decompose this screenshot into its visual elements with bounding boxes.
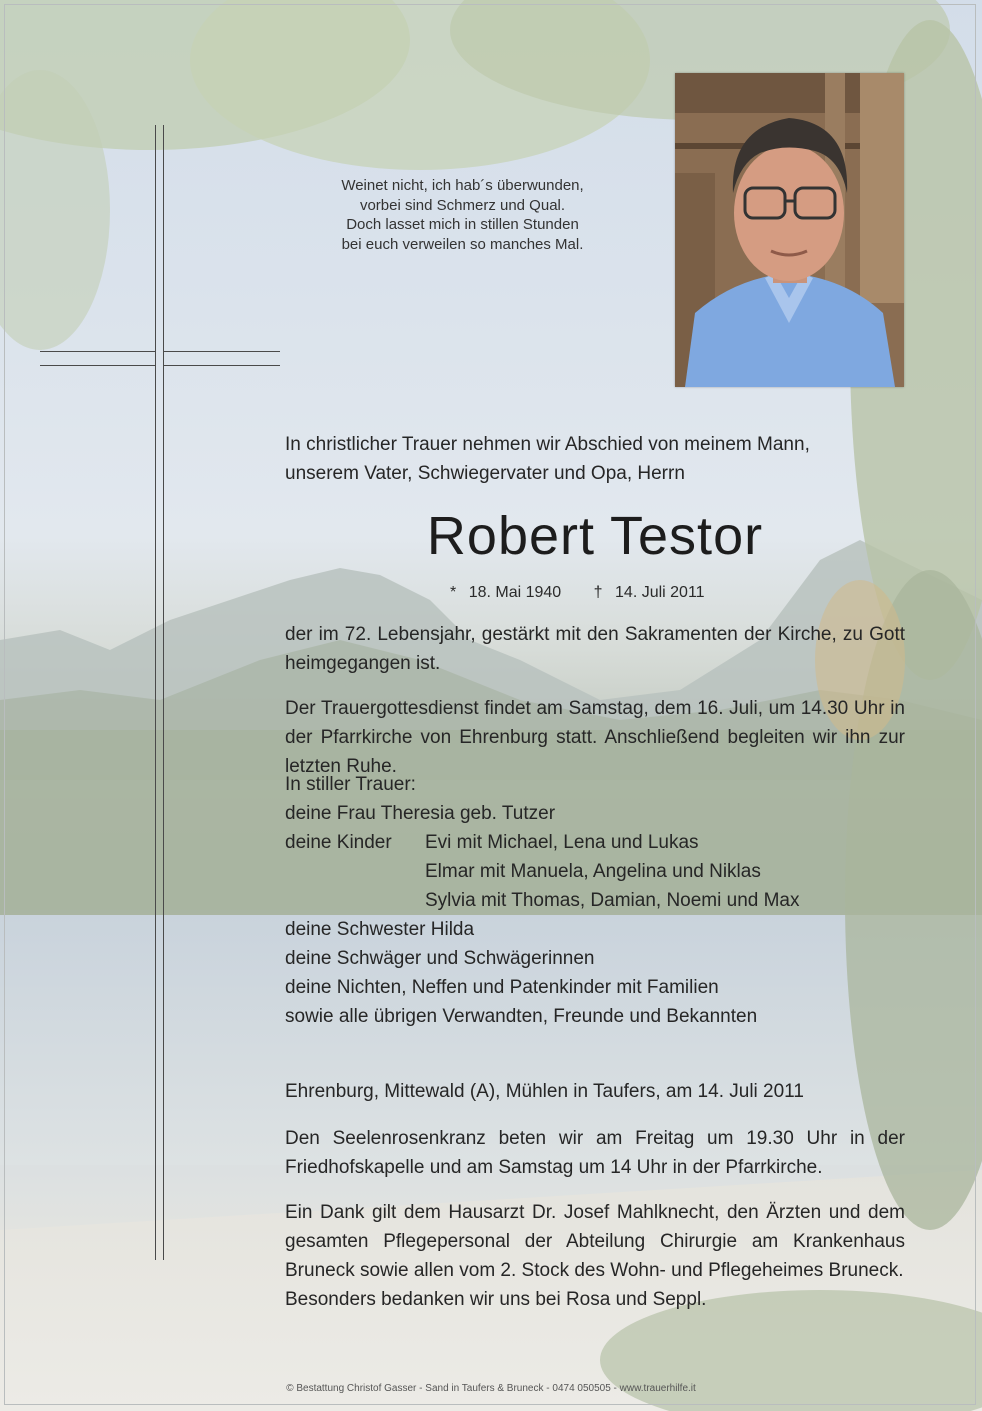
deceased-name: Robert Testor <box>426 506 764 566</box>
mourner-line: sowie alle übrigen Verwandten, Freunde und Bekannten <box>285 1006 758 1027</box>
place-date <box>285 1077 905 1106</box>
life-dates <box>450 584 750 602</box>
place-date-text: Ehrenburg, Mittewald (A), Mühlen in Taufers, am 14. Juli 2011 <box>285 1081 804 1102</box>
mourner-wife: deine Frau Theresia geb. Tutzer <box>285 803 556 824</box>
verse-line: Weinet nicht, ich hab´s überwunden, <box>341 177 584 194</box>
memorial-verse <box>290 176 635 254</box>
birth-symbol: * <box>450 584 457 601</box>
birth-date: 18. Mai 1940 <box>468 584 562 601</box>
thanks-text: Ein Dank gilt dem Hausarzt Dr. Josef Mahlknecht, den Ärzten und dem gesamten Pflegepersonal der Abteilung Chirurgie am Krankenhaus Bruneck sowie allen vom 2. Stock des Wohn- und Pflegeheimes Bruneck. <box>285 1202 905 1281</box>
thanks-special-text: Besonders bedanken wir uns bei Rosa und Seppl. <box>285 1289 707 1310</box>
mourners-list <box>285 770 905 1031</box>
intro-line: In christlicher Trauer nehmen wir Abschied von meinem Mann, <box>285 434 810 455</box>
age-text: der im 72. Lebensjahr, gestärkt mit den Sakramenten der Kirche, zu Gott heimgegangen ist. <box>285 624 905 674</box>
death-symbol: † <box>593 584 603 601</box>
footer-copyright: © Bestattung Christof Gasser - Sand in Taufers & Bruneck - 0474 050505 - www.trauerhilfe.it <box>286 1383 696 1394</box>
service-text: Der Trauergottesdienst findet am Samstag, dem 16. Juli, um 14.30 Uhr in der Pfarrkirche von Ehrenburg statt. Anschließend begleiten wir ihn zur letzten Ruhe. <box>285 698 905 777</box>
verse-line: vorbei sind Schmerz und Qual. <box>359 196 566 214</box>
verse-line: Doch lasset mich in stillen Stunden <box>346 216 579 233</box>
portrait-illustration <box>675 73 904 387</box>
rosary-text: Den Seelenrosenkranz beten wir am Freitag um 19.30 Uhr in der Friedhofskapelle und am Samstag um 14 Uhr in der Pfarrkirche. <box>285 1128 905 1178</box>
age-paragraph <box>285 620 905 678</box>
service-paragraph <box>285 694 905 781</box>
children-label: deine Kinder <box>285 832 392 853</box>
cross-vertical-bar <box>155 125 164 1260</box>
mourner-line: deine Schwester Hilda <box>285 919 475 940</box>
verse-line: bei euch verweilen so manches Mal. <box>341 235 584 253</box>
mourners-heading: In stiller Trauer: <box>285 774 416 795</box>
mourner-line: deine Nichten, Neffen und Patenkinder mit Familien <box>285 977 719 998</box>
mourner-line: deine Schwäger und Schwägerinnen <box>285 948 595 969</box>
child-family: Elmar mit Manuela, Angelina und Niklas <box>425 861 761 882</box>
child-family: Evi mit Michael, Lena und Lukas <box>425 832 699 853</box>
portrait-photo <box>675 73 904 387</box>
thanks-paragraph <box>285 1198 905 1314</box>
intro-text <box>285 430 905 488</box>
death-date: 14. Juli 2011 <box>615 584 705 601</box>
cross-junction <box>156 350 163 367</box>
intro-line: unserem Vater, Schwiegervater und Opa, Herrn <box>285 463 685 484</box>
child-family: Sylvia mit Thomas, Damian, Noemi und Max <box>425 890 800 911</box>
rosary-paragraph <box>285 1124 905 1182</box>
children-row <box>285 828 905 857</box>
